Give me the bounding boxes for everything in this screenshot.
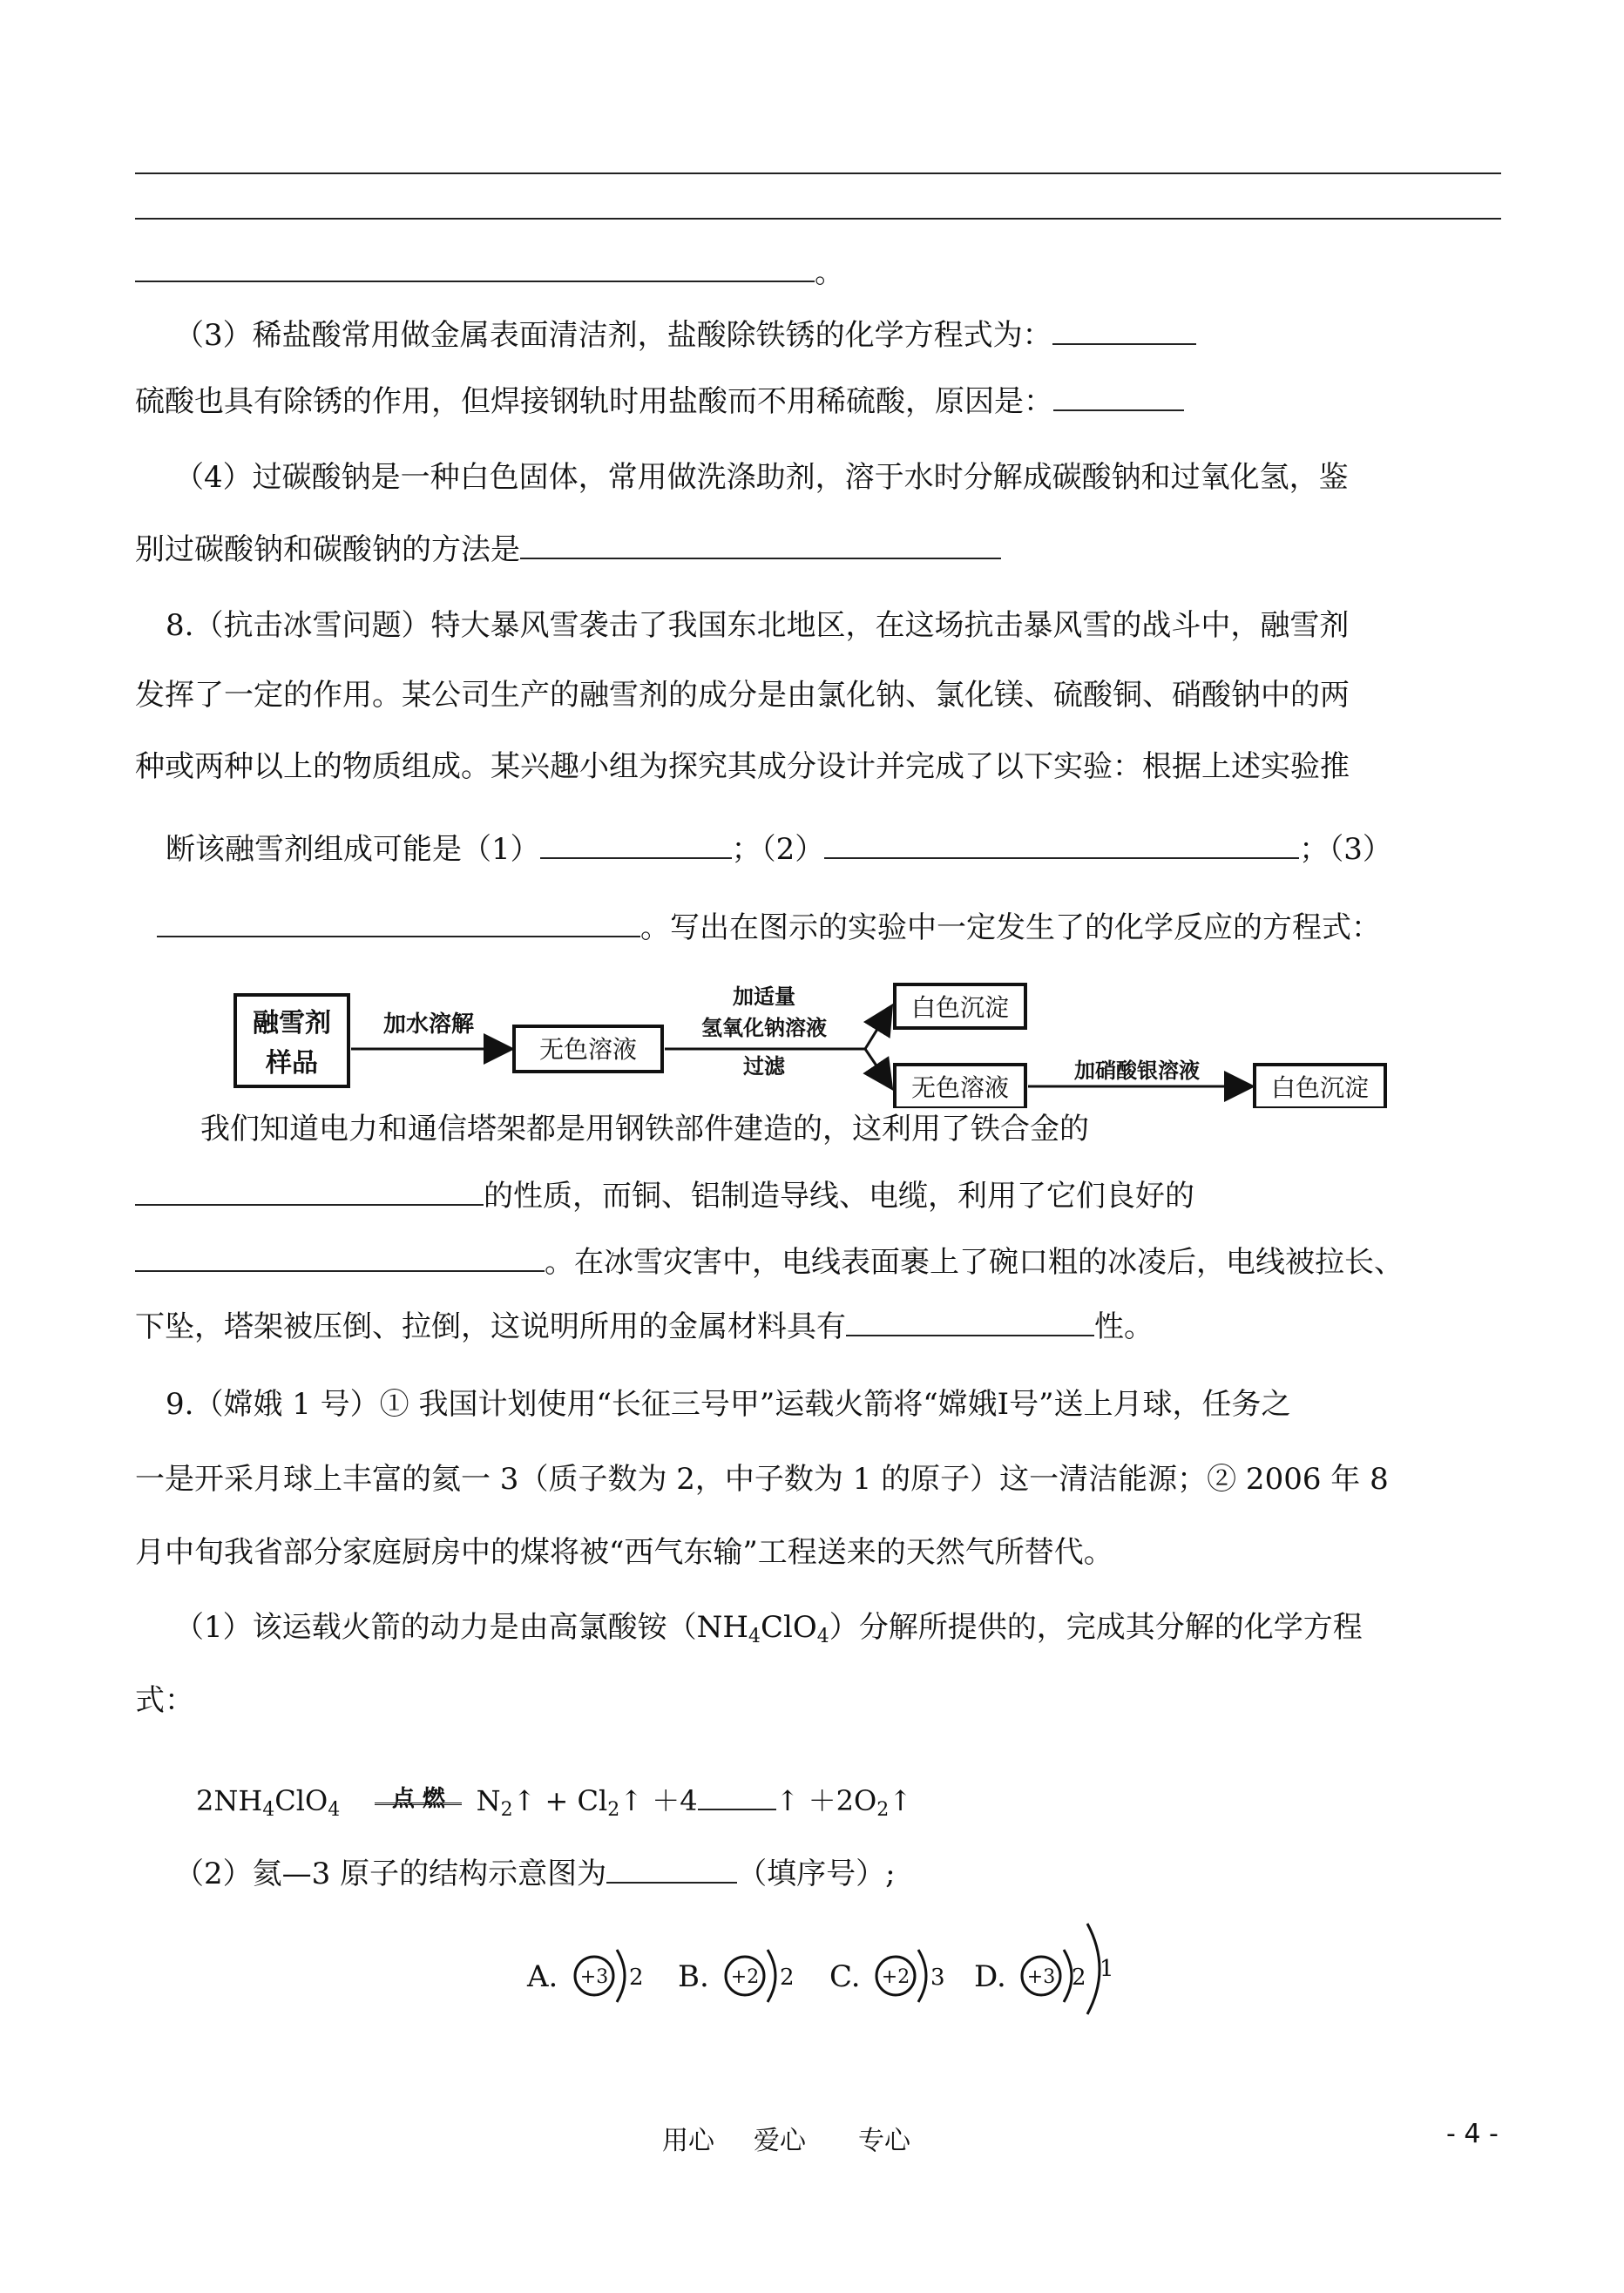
q9-line2: 一是开采月球上丰富的氦一 3（质子数为 2，中子数为 1 的原子）这一清洁能源；② 2006 年 8 <box>135 1462 1389 1497</box>
decomposition-equation: $2NH_4ClO_4$ 点 燃 $N_2↑$ + $Cl_2↑ +4$ ↑ $+2O_2↑$ <box>196 1779 912 1820</box>
filtrate-label: 无色溶液 <box>910 1073 1010 1102</box>
answer-line-2 <box>135 218 1501 220</box>
q8-para1: 我们知道电力和通信塔架都是用钢铁部件建造的，这利用了铁合金的 <box>200 1112 1089 1146</box>
answer-blank[interactable] <box>157 906 640 937</box>
q8-line5: 。写出在图示的实验中一定发生了的化学反应的方程式： <box>157 906 1381 947</box>
option-d-label: D. <box>974 1959 1006 1994</box>
q9-sub1-line2: 式： <box>135 1683 194 1718</box>
branch-down <box>865 1049 890 1086</box>
q8-line3: 种或两种以上的物质组成。某兴趣小组为探究其成分设计并完成了以下实验：根据上述实验推 <box>135 749 1350 784</box>
answer-blank[interactable] <box>135 1241 545 1272</box>
solution-label: 无色溶液 <box>538 1035 638 1064</box>
answer-blank[interactable] <box>606 1852 737 1884</box>
end-mark: 。 <box>815 255 844 290</box>
q8-para3: 。在冰雪灾害中，电线表面裹上了碗口粗的冰凌后，电线被拉长、 <box>135 1241 1404 1282</box>
option-d-shell-1 <box>1064 1950 1072 2002</box>
option-a-label: A. <box>527 1959 558 1994</box>
option-c-label: C. <box>829 1959 861 1994</box>
precipitate-label-1: 白色沉淀 <box>910 993 1010 1022</box>
option-d-charge: +3 <box>1026 1966 1056 1988</box>
reagent-label-1: 加适量 <box>733 984 795 1009</box>
q7-4-line2: 别过碳酸钠和碳酸钠的方法是 <box>135 528 1001 569</box>
answer-line-3 <box>135 251 844 292</box>
q7-3-line1: （3）稀盐酸常用做金属表面清洁剂，盐酸除铁锈的化学方程式为： <box>174 314 1196 355</box>
q8-line1: 8.（抗击冰雪问题）特大暴风雪袭击了我国东北地区，在这场抗击暴风雪的战斗中，融雪剂 <box>166 608 1350 643</box>
answer-blank[interactable] <box>540 828 732 859</box>
q9-sub2: （2）氦—3 原子的结构示意图为 （填序号）; <box>174 1852 896 1893</box>
atomic-structure-options <box>523 1908 1133 2030</box>
q8-para2: 的性质，而铜、铝制造导线、电缆，利用了它们良好的 <box>135 1174 1194 1215</box>
reagent-label-3: 过滤 <box>743 1054 785 1079</box>
reagent-label-2: 氢氧化钠溶液 <box>701 1016 827 1040</box>
step1-label: 加水溶解 <box>382 1011 475 1038</box>
answer-blank[interactable] <box>135 1174 484 1206</box>
q9-line3: 月中旬我省部分家庭厨房中的煤将被“西气东输”工程送来的天然气所替代。 <box>135 1535 1113 1570</box>
option-a-shell <box>617 1950 625 2002</box>
option-d-shell-2 <box>1087 1924 1100 2014</box>
q7-3-line2: 硫酸也具有除锈的作用，但焊接钢轨时用盐酸而不用稀硫酸，原因是： <box>135 380 1184 421</box>
option-b-charge: +2 <box>730 1966 760 1988</box>
option-a-charge: +3 <box>579 1966 609 1988</box>
option-b-electrons: 2 <box>780 1965 795 1991</box>
option-d-electrons-1: 2 <box>1072 1965 1086 1991</box>
option-a-electrons: 2 <box>629 1965 644 1991</box>
option-c-shell <box>918 1950 926 2002</box>
sample-label-2: 样品 <box>266 1048 318 1079</box>
q8-para4: 下坠，塔架被压倒、拉倒，这说明所用的金属材料具有 性。 <box>135 1305 1154 1346</box>
answer-blank[interactable] <box>846 1305 1094 1336</box>
precipitate-label-2: 白色沉淀 <box>1270 1073 1370 1102</box>
q7-4-line1: （4）过碳酸钠是一种白色固体，常用做洗涤助剂，溶于水时分解成碳酸钠和过氧化氢，鉴 <box>174 460 1349 495</box>
answer-blank[interactable] <box>520 528 1001 559</box>
experiment-flow-diagram <box>231 969 1407 1108</box>
reaction-condition: 点 燃 <box>375 1808 462 1810</box>
answer-blank[interactable] <box>1052 314 1196 345</box>
footer-motto-3: 专心 <box>858 2126 910 2156</box>
step2-label: 加硝酸银溶液 <box>1074 1059 1200 1083</box>
footer-motto-1: 用心 <box>662 2126 714 2156</box>
answer-blank[interactable] <box>698 1779 776 1810</box>
q8-line2: 发挥了一定的作用。某公司生产的融雪剂的成分是由氯化钠、氯化镁、硫酸铜、硝酸钠中的两 <box>135 678 1350 713</box>
answer-line-1 <box>135 172 1501 174</box>
option-c-charge: +2 <box>881 1966 910 1988</box>
page-number: - 4 - <box>1446 2119 1499 2149</box>
option-b-label: B. <box>678 1959 709 1994</box>
answer-blank[interactable] <box>1053 380 1184 411</box>
branch-up <box>865 1008 890 1049</box>
option-d-electrons-2: 1 <box>1100 1956 1114 1982</box>
answer-blank[interactable] <box>824 828 1299 859</box>
q9-line1: 9.（嫦娥 1 号）① 我国计划使用“长征三号甲”运载火箭将“嫦娥Ⅰ号”送上月球，任务之 <box>166 1387 1291 1422</box>
q9-sub1-line1: （1）该运载火箭的动力是由高氯酸铵$(NH_4ClO_4)$分解所提供的，完成其分解的化学方程 <box>174 1610 1363 1647</box>
option-c-electrons: 3 <box>930 1965 945 1991</box>
footer-motto-2: 爱心 <box>754 2126 806 2156</box>
sample-label-1: 融雪剂 <box>253 1008 331 1038</box>
q8-line4: 断该融雪剂组成可能是（1） ；（2） ；（3） <box>166 828 1392 869</box>
option-b-shell <box>768 1950 775 2002</box>
